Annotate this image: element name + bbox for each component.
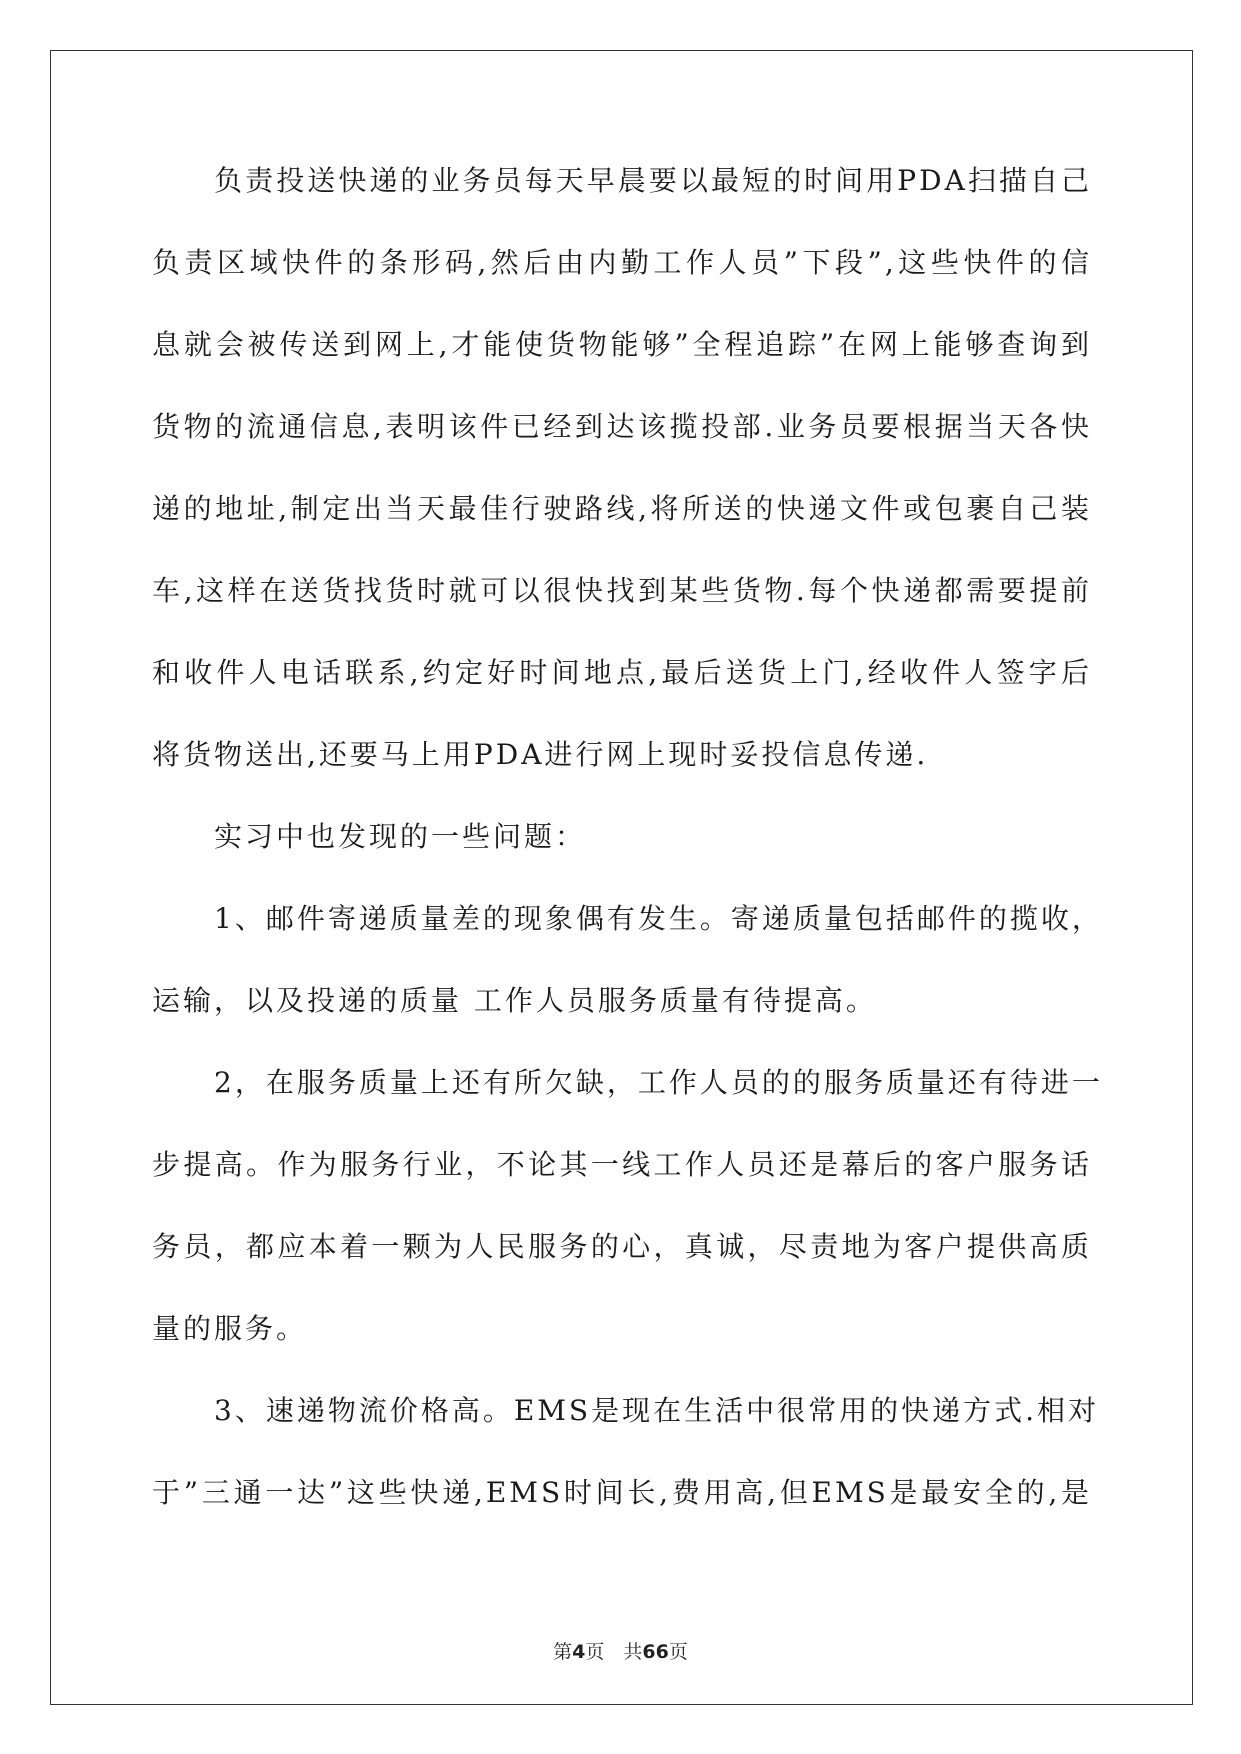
footer-suffix: 页 bbox=[668, 1641, 688, 1663]
page-footer bbox=[0, 1637, 1241, 1664]
body-line: 于”三通一达”这些快递,EMS时间长,费用高,但EMS是最安全的,是 bbox=[152, 1476, 1092, 1509]
body-line: 实习中也发现的一些问题： bbox=[152, 820, 587, 853]
body-line: 务员，都应本着一颗为人民服务的心，真诚，尽责地为客户提供高质 bbox=[152, 1230, 1092, 1263]
footer-prefix: 第 bbox=[553, 1641, 573, 1663]
body-line: 负责区域快件的条形码,然后由内勤工作人员”下段”,这些快件的信 bbox=[152, 246, 1092, 279]
total-page-count: 66 bbox=[642, 1641, 669, 1663]
footer-middle: 页 共 bbox=[585, 1641, 643, 1663]
body-line: 步提高。作为服务行业，不论其一线工作人员还是幕后的客户服务话 bbox=[152, 1148, 1092, 1181]
current-page-number: 4 bbox=[572, 1641, 586, 1663]
body-line: 负责投送快递的业务员每天早晨要以最短的时间用PDA扫描自己 bbox=[152, 164, 1092, 197]
body-line: 将货物送出,还要马上用PDA进行网上现时妥投信息传递. bbox=[152, 738, 929, 771]
body-line: 1、邮件寄递质量差的现象偶有发生。寄递质量包括邮件的揽收， bbox=[152, 902, 1103, 935]
body-line: 和收件人电话联系,约定好时间地点,最后送货上门,经收件人签字后 bbox=[152, 656, 1092, 689]
document-body bbox=[152, 160, 1103, 1554]
body-line: 2，在服务质量上还有所欠缺，工作人员的的服务质量还有待进一 bbox=[152, 1066, 1103, 1099]
body-line: 运输，以及投递的质量 工作人员服务质量有待提高。 bbox=[152, 984, 877, 1017]
body-line: 货物的流通信息,表明该件已经到达该揽投部.业务员要根据当天各快 bbox=[152, 410, 1092, 443]
body-line: 3、速递物流价格高。EMS是现在生活中很常用的快递方式.相对 bbox=[152, 1394, 1100, 1427]
body-line: 车,这样在送货找货时就可以很快找到某些货物.每个快递都需要提前 bbox=[152, 574, 1092, 607]
body-line: 递的地址,制定出当天最佳行驶路线,将所送的快递文件或包裹自己装 bbox=[152, 492, 1092, 525]
body-line: 息就会被传送到网上,才能使货物能够”全程追踪”在网上能够查询到 bbox=[152, 328, 1092, 361]
body-line: 量的服务。 bbox=[152, 1312, 308, 1345]
